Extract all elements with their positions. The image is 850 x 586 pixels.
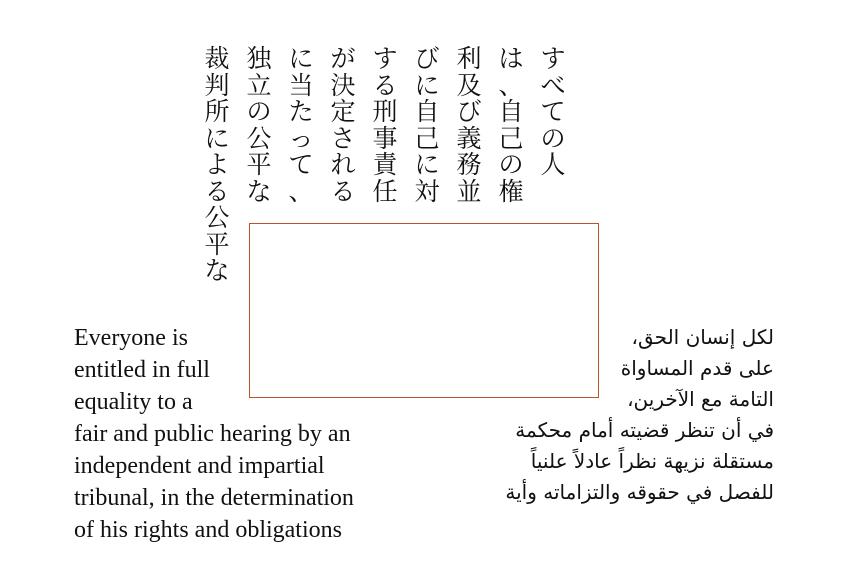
- japanese-character: 務: [456, 150, 482, 179]
- japanese-character: 任: [372, 176, 398, 206]
- japanese-character: 己: [498, 123, 524, 153]
- japanese-character: の: [540, 123, 566, 153]
- japanese-character: る: [372, 70, 398, 100]
- arabic-line: التامة مع الآخرين،: [627, 387, 774, 411]
- japanese-character: さ: [330, 123, 356, 153]
- japanese-character: び: [414, 44, 440, 73]
- japanese-character: 刑: [372, 97, 398, 126]
- japanese-character: 事: [372, 123, 398, 153]
- japanese-character: 決: [330, 70, 356, 100]
- japanese-character: は: [498, 44, 524, 73]
- japanese-character: 対: [414, 176, 440, 206]
- japanese-column: [196, 46, 238, 310]
- japanese-character: 定: [330, 97, 356, 126]
- japanese-character: 、: [498, 70, 524, 100]
- japanese-character: に: [204, 123, 230, 153]
- japanese-character: 自: [414, 97, 440, 126]
- english-text: [74, 322, 354, 546]
- japanese-character: 独: [246, 44, 272, 73]
- english-line: entitled in full: [74, 357, 210, 383]
- japanese-character: す: [372, 44, 398, 73]
- japanese-character: 己: [414, 123, 440, 153]
- arabic-line: في أن تنظر قضيته أمام محكمة: [515, 418, 774, 442]
- arabic-line: مستقلة نزيهة نظراً عادلاً علنياً: [530, 449, 774, 473]
- english-line: independent and impartial: [74, 453, 325, 479]
- japanese-character: の: [246, 97, 272, 126]
- japanese-character: な: [246, 176, 272, 206]
- japanese-character: の: [498, 150, 524, 179]
- japanese-character: 自: [498, 97, 524, 126]
- japanese-character: 人: [540, 150, 566, 179]
- japanese-character: 義: [456, 123, 482, 153]
- arabic-line: على قدم المساواة: [620, 356, 774, 380]
- japanese-character: な: [204, 256, 230, 285]
- english-line: equality to a: [74, 389, 193, 415]
- japanese-character: 平: [246, 150, 272, 179]
- japanese-character: 並: [456, 176, 482, 206]
- japanese-character: 所: [204, 97, 230, 126]
- japanese-character: す: [540, 44, 566, 73]
- english-line: Everyone is: [74, 325, 188, 351]
- japanese-character: び: [456, 97, 482, 126]
- arabic-line: للفصل في حقوقه والتزاماته وأية: [505, 480, 774, 504]
- japanese-character: 利: [456, 44, 482, 73]
- japanese-character: 裁: [204, 44, 230, 73]
- japanese-character: 公: [204, 203, 230, 232]
- japanese-character: 責: [372, 150, 398, 179]
- japanese-character: て: [288, 150, 314, 179]
- english-line: of his rights and obligations: [74, 517, 342, 543]
- japanese-character: っ: [288, 123, 314, 153]
- japanese-character: る: [204, 176, 230, 206]
- japanese-character: 公: [246, 123, 272, 153]
- japanese-character: た: [288, 97, 314, 126]
- japanese-character: に: [414, 150, 440, 179]
- japanese-character: 権: [498, 176, 524, 206]
- japanese-character: て: [540, 97, 566, 126]
- japanese-character: 及: [456, 70, 482, 100]
- english-line: tribunal, in the determination: [74, 485, 354, 511]
- japanese-character: る: [330, 176, 356, 206]
- japanese-character: べ: [540, 70, 566, 100]
- arabic-line: لكل إنسان الحق،: [631, 325, 774, 349]
- japanese-character: が: [330, 44, 356, 73]
- japanese-character: に: [288, 44, 314, 73]
- japanese-character: 判: [204, 70, 230, 100]
- japanese-character: 立: [246, 70, 272, 100]
- japanese-character: 当: [288, 70, 314, 100]
- japanese-character: 平: [204, 229, 230, 259]
- japanese-character: れ: [330, 150, 356, 179]
- japanese-character: よ: [204, 150, 230, 179]
- arabic-text: [505, 322, 774, 508]
- english-line: fair and public hearing by an: [74, 421, 351, 447]
- japanese-character: に: [414, 70, 440, 100]
- japanese-character: 、: [288, 176, 314, 206]
